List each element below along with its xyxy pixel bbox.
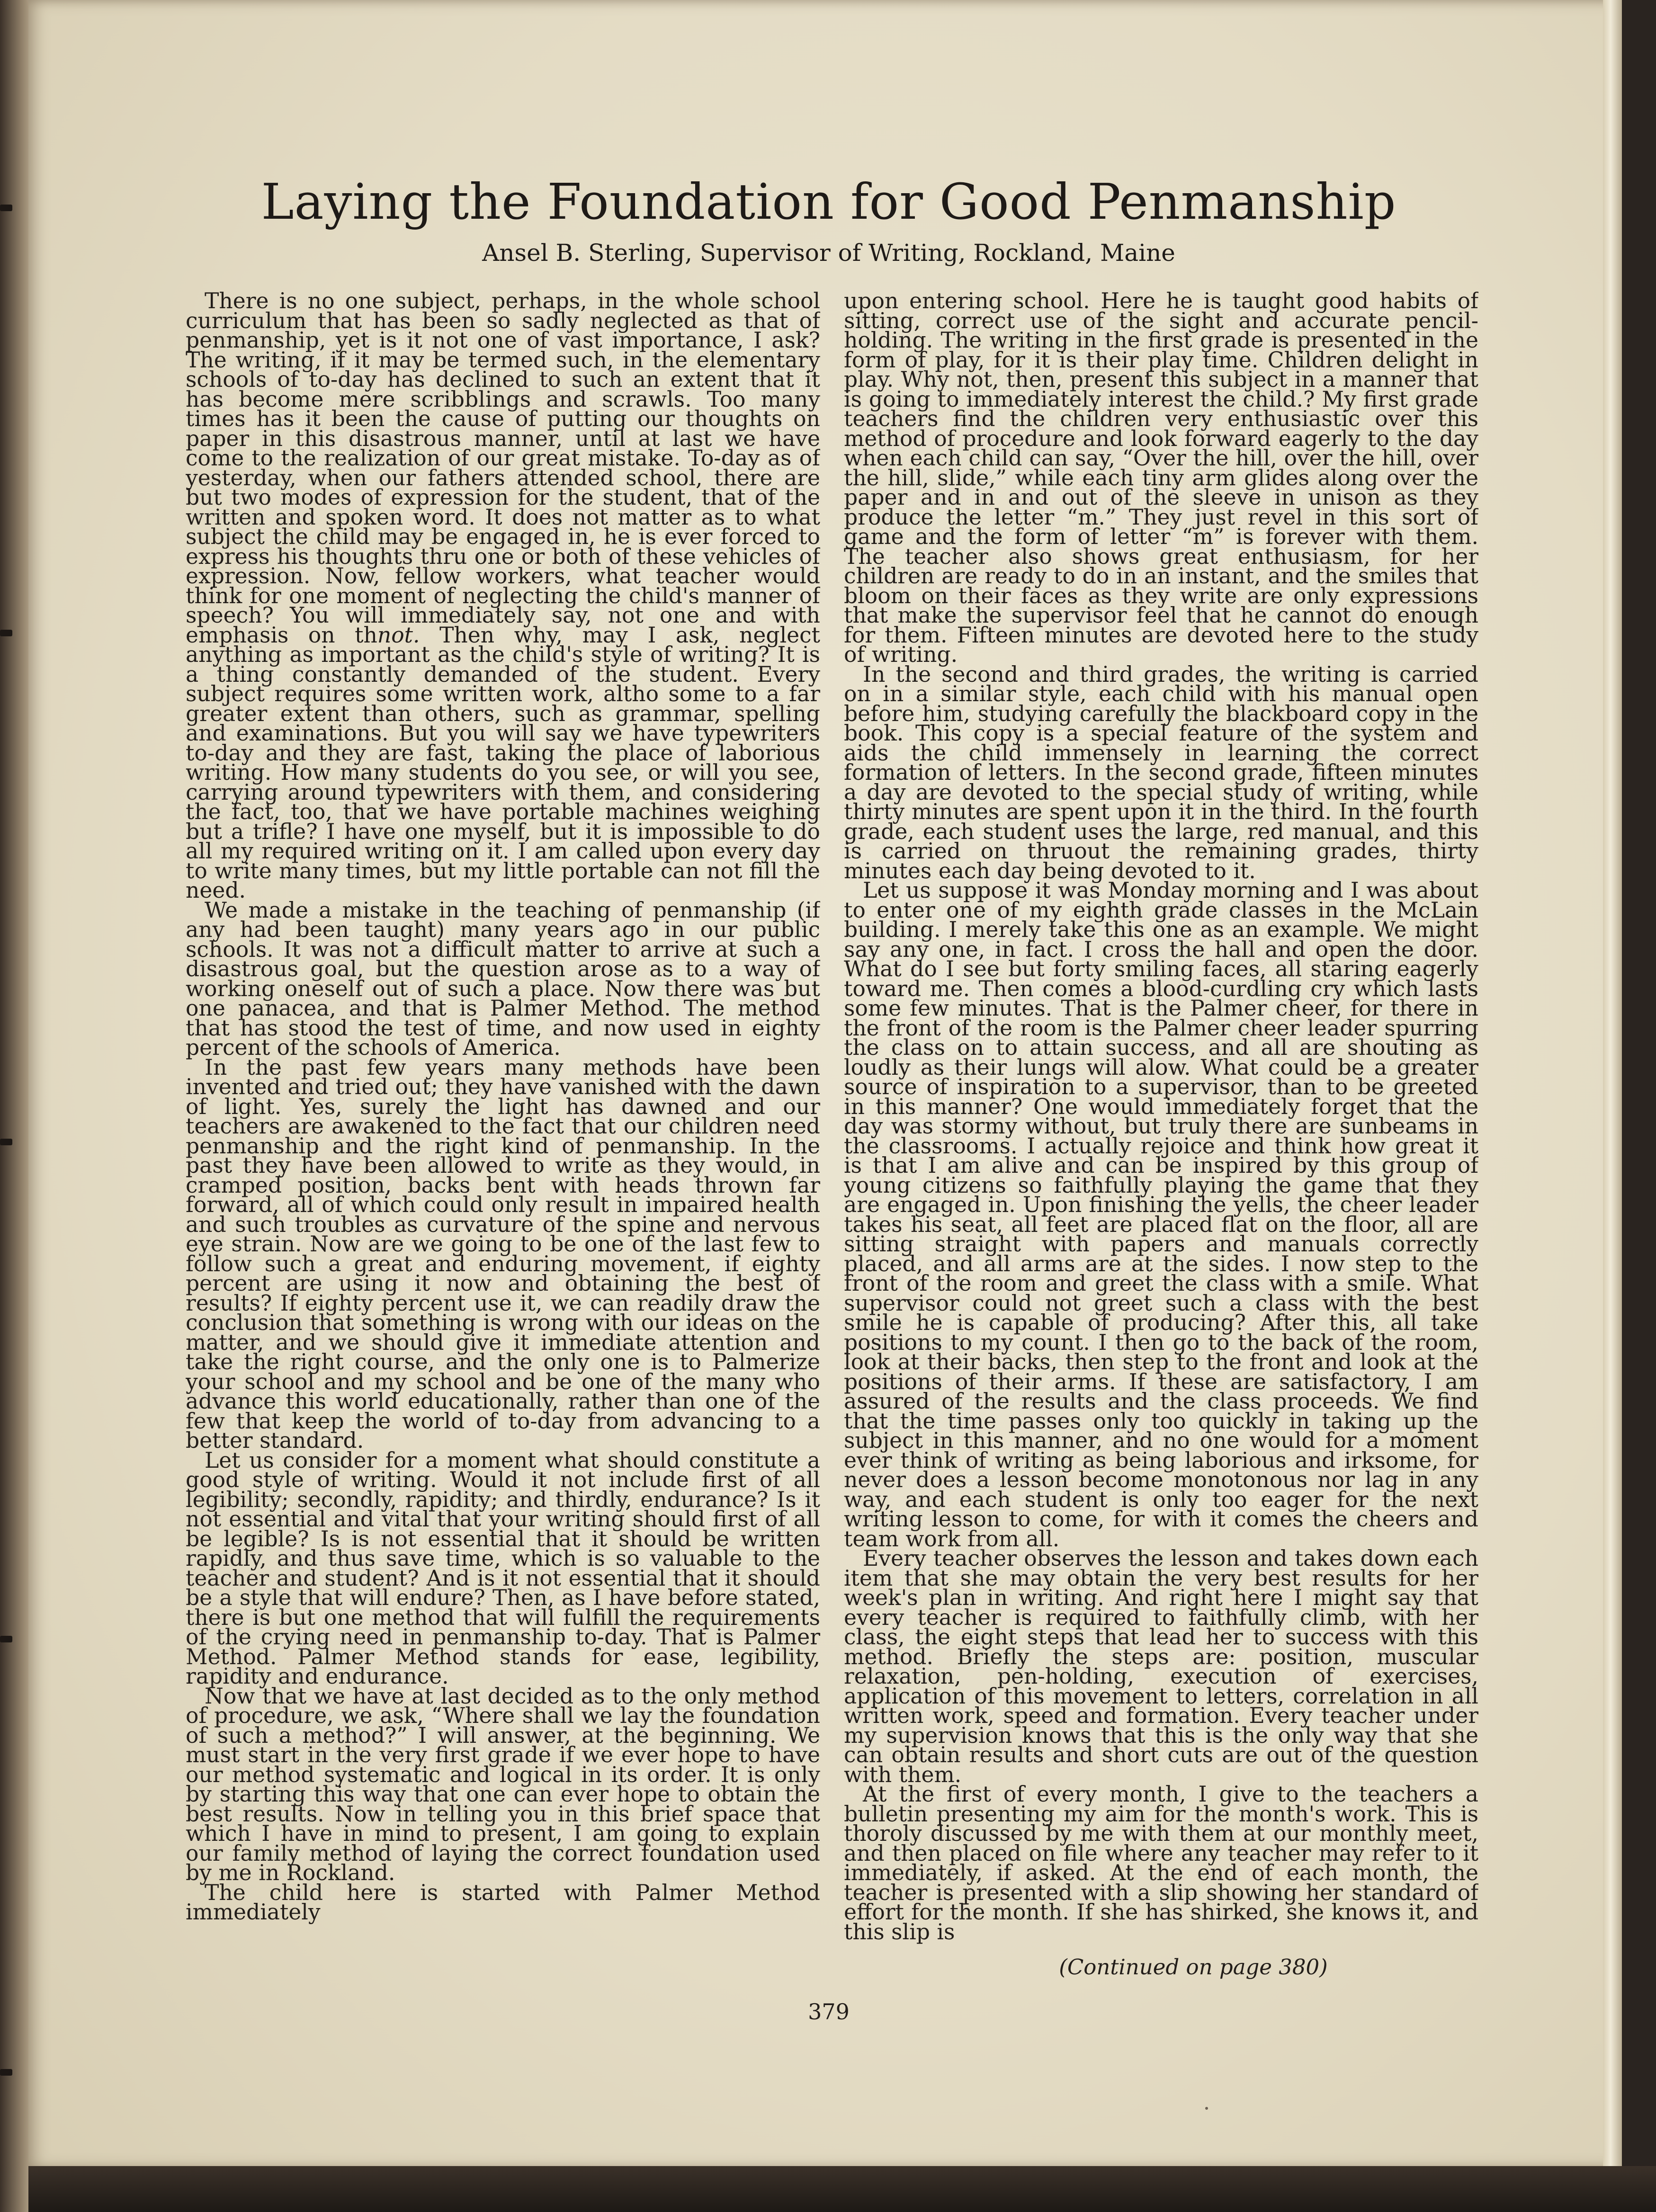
article-byline: Ansel B. Sterling, Supervisor of Writing, Rockland, Maine	[482, 239, 1175, 267]
paragraph: Now that we have at last decided as to the only method of procedure, we ask, “Where shall we lay the foundation of such a method?” I will answer, at the beginning. We must start in the very first grade if we ever hope to have our method systematic and logical in its order. It is only by starting this way that one can ever hope to obtain the best results. Now in telling you in this brief space that which I have in mind to present, I am going to explain our family method of laying the correct foundation used by me in Rockland.	[186, 1683, 820, 1885]
continued-notice: (Continued on page 380)	[1059, 1954, 1328, 1980]
paragraph: Every teacher observes the lesson and takes down each item that she may obtain the very best results for her week's plan in writing. And right here I might say that every teacher is required to faithfully climb, with her class, the eight steps that lead her to success with this method. Briefly the steps are: position, muscular relaxation, pen-holding, execution of exercises, application of this movement to letters, correlation in all written work, speed and formation. Every teacher under my supervision knows that this is the only way that she can obtain results and short cuts are out of the question with them.	[844, 1546, 1478, 1787]
paragraph: At the first of every month, I give to the teachers a bulletin presenting my aim for the month's work. This is thoroly discussed by me with them at our monthly meet, and then placed on file where any teacher may refer to it immediately, if asked. At the end of each month, the teacher is presented with a slip showing her standard of effort for the month. If she has shirked, she knows it, and this slip is	[844, 1782, 1478, 1944]
binding-mark	[0, 630, 12, 636]
emphasis-text: not.	[377, 622, 420, 648]
paragraph: In the past few years many methods have been invented and tried out; they have vanished with the dawn of light. Yes, surely the light has dawned and our teachers are awakened to the fact that our children need penmanship and the right kind of penmanship. In the past they have been allowed to write as they would, in cramped position, backs bent with heads thrown far forward, all of which could only result in impaired health and such troubles as curvature of the spine and nervous eye strain. Now are we going to be one of the last few to follow such a great and enduring movement, if eighty percent are using it now and obtaining the best of results? If eighty percent use it, we can readily draw the conclusion that something is wrong with our ideas on the matter, and we should give it immediate attention and take the right course, and the only one is to Palmerize your school and my school and be one of the many who advance this world educationally, rather than one of the few that keep the world of to-day from advancing to a better standard.	[186, 1054, 820, 1453]
paragraph	[186, 291, 820, 901]
paragraph: Let us consider for a moment what should constitute a good style of writing. Would it not include first of all legibility; secondly, rapidity; and thirdly, endurance? Is it not essential and vital that your writing should first of all be legible? Is is not essential that it should be written rapidly, and thus save time, which is so valuable to the teacher and student? And is it not essential that it should be a style that will endure? Then, as I have before stated, there is but one method that will fulfill the requirements of the crying need in penmanship to-day. That is Palmer Method. Palmer Method stands for ease, legibility, rapidity and endurance.	[186, 1447, 820, 1689]
binding-mark	[0, 2069, 12, 2076]
page-right-edge	[1603, 0, 1622, 2168]
paragraph: upon entering school. Here he is taught good habits of sitting, correct use of the sight and accurate pencil-holding. The writing in the first grade is presented in the form of play, for it is their play time. Children delight in play. Why not, then, present this subject in a manner that is going to immediately interest the child.? My first grade teachers find the children very enthusiastic over this method of procedure and look forward eagerly to the day when each child can say, “Over the hill, over the hill, over the hill, slide,” while each tiny arm glides along over the paper and in and out of the sleeve in unison as they produce the letter “m.” They just revel in this sort of game and the form of letter “m” is forever with them. The teacher also shows great enthusiasm, for her children are ready to do in an instant, and the smiles that bloom on their faces as they write are only expressions that make the supervisor feel that he cannot do enough for them. Fifteen minutes are devoted here to the study of writing.	[844, 291, 1478, 667]
paragraph-text: There is no one subject, perhaps, in the whole school curriculum that has been so sadly neglected as that of penmanship, yet is it not one of vast importance, I ask? The writing, if it may be termed such, in the elementary schools of to-day has declined to such an extent that it has become mere scribblings and scrawls. Too many times has it been the cause of putting our thoughts on paper in this disastrous manner, until at last we have come to the realization of our great mistake. To-day as of yesterday, when our fathers attended school, there are but two modes of expression for the student, that of the written and spoken word. It does not matter as to what subject the child may be engaged in, he is ever forced to express his thoughts thru one or both of these vehicles of expression. Now, fellow workers, what teacher would think for one moment of neglecting the child's manner of speech? You will immediately say, not one and with emphasis on th	[186, 291, 820, 648]
paragraph: We made a mistake in the teaching of penmanship (if any had been taught) many years ago in our public schools. It was not a difficult matter to arrive at such a disastrous goal, but the question arose as to a way of working oneself out of such a place. Now there was but one panacea, and that is Palmer Method. The method that has stood the test of time, and now used in eighty percent of the schools of America.	[186, 897, 820, 1060]
paper-speck	[1205, 2107, 1208, 2110]
right-text-column	[844, 291, 1478, 1977]
left-text-column	[186, 291, 820, 1977]
article-title: Laying the Foundation for Good Penmanship	[261, 173, 1396, 231]
page-number: 379	[808, 1999, 850, 2025]
binding-mark	[0, 205, 12, 211]
paragraph: The child here is started with Palmer Method immediately	[186, 1880, 820, 1925]
page-bottom-shadow	[28, 2166, 1656, 2212]
paragraph: In the second and third grades, the writing is carried on in a similar style, each child with his manual open before him, studying carefully the blackboard copy in the book. This copy is a special feature of the system and aids the child immensely in learning the correct formation of letters. In the second grade, fifteen minutes a day are devoted to the special study of writing, while thirty minutes are spent upon it in the third. In the fourth grade, each student uses the large, red manual, and this is carried on thruout the remaining grades, thirty minutes each day being devoted to it.	[844, 661, 1478, 883]
binding-mark	[0, 1139, 12, 1145]
binding-mark	[0, 1636, 12, 1642]
paragraph: Let us suppose it was Monday morning and I was about to enter one of my eighth grade classes in the McLain building. I merely take this one as an example. We might say any one, in fact. I cross the hall and open the door. What do I see but forty smiling faces, all staring eagerly toward me. Then comes a blood-curdling cry which lasts some few minutes. That is the Palmer cheer, for there in the front of the room is the Palmer cheer leader spurring the class on to attain success, and all are shouting as loudly as their lungs will alow. What could be a greater source of inspiration to a supervisor, than to be greeted in this manner? One would immediately forget that the day was stormy without, but truly there are sunbeams in the classrooms. I actually rejoice and think how great it is that I am alive and can be inspired by this group of young citizens so faithfully playing the game that they are engaged in. Upon finishing the yells, the cheer leader takes his seat, all feet are placed flat on the floor, all are sitting straight with papers and manuals correctly placed, and all arms are at the sides. I now step to the front of the room and greet the class with a smile. What supervisor could not greet such a class with the best smile he is capable of producing? After this, all take positions to my count. I then go to the back of the room, look at their backs, then step to the front and look at the positions of their arms. If these are satisfactory, I am assured of the results and the class proceeds. We find that the time passes only too quickly in taking up the subject in this manner, and no one would for a moment ever think of writing as being laborious and irksome, for never does a lesson become monotonous nor lag in any way, and each student is only too eager for the next writing lesson to come, for with it comes the cheers and team work from all.	[844, 878, 1478, 1552]
paragraph-text: Then why, may I ask, neglect anything as important as the child's style of writing? It is a thing constantly demanded of the student. Every subject requires some written work, altho some to a far greater extent than others, such as grammar, spelling and examinations. But you will say we have typewriters to-day and they are fast, taking the place of laborious writing. How many students do you see, or will you see, carrying around typewriters with them, and considering the fact, too, that we have portable machines weighing but a trifle? I have one myself, but it is impossible to do all my required writing on it. I am called upon every day to write many times, but my little portable can not fill the need.	[186, 622, 820, 903]
